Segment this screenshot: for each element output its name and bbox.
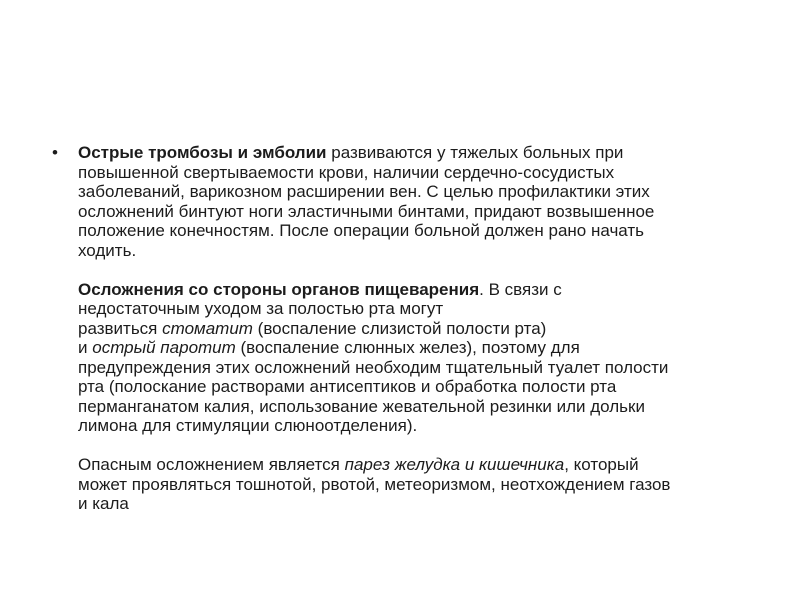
term-digestion: Осложнения со стороны органов пищеварения (78, 279, 480, 299)
paragraph-paresis (78, 455, 742, 514)
text-line: ходить. (78, 240, 137, 260)
text-line: осложнений бинтуют ноги эластичными бинтами, придают возвышенное (78, 201, 655, 221)
term-thrombosis: Острые тромбозы и эмболии (78, 143, 327, 162)
text-line (78, 143, 742, 163)
text-run: развиваются у тяжелых больных при (326, 143, 624, 162)
paragraph-digestion (78, 280, 742, 436)
text-run: развиться (78, 318, 163, 338)
text-line: положение конечностям. После операции больной должен рано начать (78, 221, 645, 240)
text-line: и кала (78, 494, 129, 513)
text-line: повышенной свертываемости крови, наличии сердечно-сосудистых (78, 162, 615, 182)
paragraph-gap (78, 260, 742, 280)
bullet-item (52, 143, 742, 514)
text-run: (воспаление слюнных желез), поэтому для (235, 338, 580, 357)
bullet-icon: • (52, 143, 58, 162)
text-line: предупреждения этих осложнений необходим тщательный туалет полости (78, 357, 669, 377)
paragraph-gap (78, 436, 742, 456)
text-line: может проявляться тошнотой, рвотой, метеоризмом, неотхождением газов (78, 474, 671, 494)
bullet-body (78, 143, 742, 514)
text-run: и (78, 338, 93, 357)
text-run: Опасным осложнением является (78, 455, 345, 474)
term-paresis: парез желудка и кишечника (344, 455, 565, 474)
text-run: , который (564, 455, 639, 474)
text-line (78, 319, 742, 339)
term-stomatitis: стоматит (162, 318, 253, 338)
paragraph-thrombosis (78, 143, 742, 260)
text-line (78, 338, 742, 358)
term-parotitis: острый паротит (92, 338, 236, 357)
text-run: . В связи с (479, 279, 562, 299)
text-line: перманганатом калия, использование жевательной резинки или дольки (78, 396, 645, 416)
text-line: лимона для стимуляции слюноотделения). (78, 416, 418, 435)
text-line: заболеваний, варикозном расширении вен. С целью профилактики этих (78, 182, 650, 201)
text-run: (воспаление слизистой полости рта) (252, 318, 547, 338)
text-line (78, 280, 742, 300)
text-line (78, 455, 742, 475)
text-line: недостаточным уходом за полостью рта могут (78, 299, 444, 318)
text-line: рта (полоскание растворами антисептиков и обработка полости рта (78, 377, 617, 396)
text-content (52, 143, 742, 514)
